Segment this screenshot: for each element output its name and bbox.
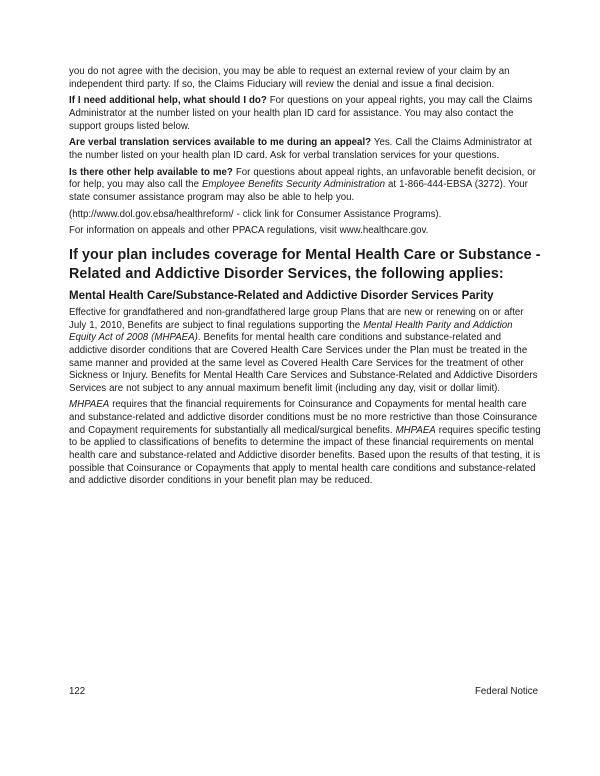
section-heading-mental-health-coverage: If your plan includes coverage for Mental Health Care or Substance - Related and Addictive Disorder Services, the following applies: <box>69 246 541 282</box>
healthcare-gov-text: For information on appeals and other PPACA regulations, visit www.healthcare.gov. <box>69 225 429 237</box>
paragraph-verbal-translation <box>69 137 542 162</box>
paragraph-text: . Benefits for mental health care conditions and substance-related and addictive disorder conditions that are Covered Health Care Services under the Plan must be treated in the same manner and provided at the same level as Covered Health Care Services for the treatment of other Sickness or Injury. Benefits for Mental Health Care Services and Substance-Related and Addictive Disorders Services are not subject to any annual maximum benefit limit (including any day, visit or dollar limit). <box>69 332 538 394</box>
agency-name-italic: Employee Benefits Security Administration <box>201 179 386 191</box>
paragraph-other-help <box>69 167 542 205</box>
question-additional-help: If I need additional help, what should I do? <box>69 95 267 107</box>
mhpaea-italic: MHPAEA <box>69 399 110 411</box>
footer-label: Federal Notice <box>475 686 538 697</box>
paragraph-text: requires that the financial requirements for Coinsurance and Copayments for mental health care and substance-related and addictive disorder conditions must be no more restrictive than those Coinsurance and Copayment requirements for substantially all medical/surgical benefits. <box>69 399 538 436</box>
subsection-heading-parity: Mental Health Care/Substance-Related and Addictive Disorder Services Parity <box>69 289 494 302</box>
paragraph-mhpaea-requirements <box>69 399 542 488</box>
question-other-help: Is there other help available to me? <box>69 166 233 178</box>
paragraph-text: at 1-866-444-EBSA (3272). Your state consumer assistance program may also be able to help you. <box>69 179 528 203</box>
act-name-italic: Mental Health Parity and Addiction Equity Act of 2008 (MHPAEA) <box>69 319 513 344</box>
paragraph-healthcare-gov <box>69 225 542 238</box>
page-footer <box>69 686 538 698</box>
page-content <box>69 66 542 492</box>
paragraph-text: For questions about appeal rights, an unfavorable benefit decision, or for help, you may also call the <box>69 166 536 191</box>
paragraph-additional-help <box>69 95 542 133</box>
consumer-assistance-link-text: (http://www.dol.gov.ebsa/healthreform/ - click link for Consumer Assistance Programs). <box>69 208 442 220</box>
paragraph-parity-effective <box>69 307 542 396</box>
paragraph-text: you do not agree with the decision, you may be able to request an external review of your claim by an independent third party. If so, the Claims Fiduciary will review the denial and issue a final decision. <box>69 66 510 90</box>
paragraph-text: Yes. Call the Claims Administrator at the number listed on your health plan ID card. Ask for verbal translation services for your questions. <box>69 137 532 161</box>
page-number: 122 <box>69 686 86 697</box>
paragraph-external-review <box>69 66 542 91</box>
paragraph-text: For questions on your appeal rights, you may call the Claims Administrator at the number listed on your health plan ID card for assistance. You may also contact the support groups listed below. <box>69 95 533 132</box>
mhpaea-italic: MHPAEA <box>395 424 436 436</box>
question-verbal-translation: Are verbal translation services available to me during an appeal? <box>69 137 372 149</box>
paragraph-text: Effective for grandfathered and non-grandfathered large group Plans that are new or renewing on or after July 1, 2010, Benefits are subject to final regulations supporting the <box>69 306 524 331</box>
paragraph-text: requires specific testing to be applied to classifications of benefits to determine the impact of these financial requirements on mental health care and substance-related and Addictive disorder benefits. Based upon the results of that testing, it is possible that Coinsurance or Copayments that apply to mental health care conditions and substance-related and addictive disorder conditions in your benefit plan may be reduced. <box>69 424 541 487</box>
paragraph-consumer-assistance-url <box>69 209 542 222</box>
